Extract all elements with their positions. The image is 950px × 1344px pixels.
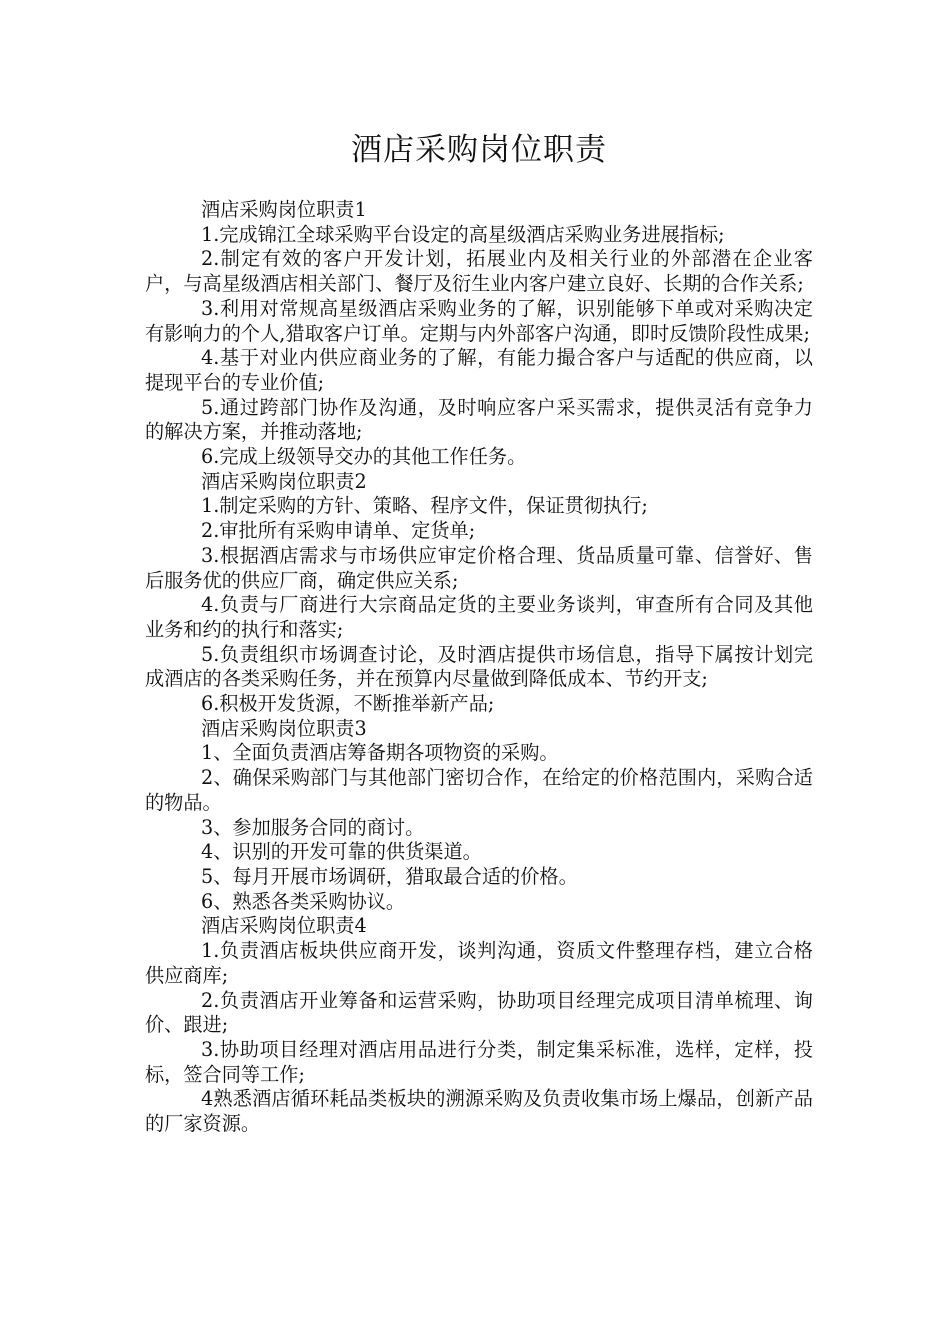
paragraph: 1、全面负责酒店筹备期各项物资的采购。 — [201, 741, 559, 765]
paragraph: 5.负责组织市场调查讨论，及时酒店提供市场信息，指导下属按计划完成酒店的各类采购任务，并在预算内尽量做到降低成本、节约开支; — [145, 642, 813, 691]
document-title: 酒店采购岗位职责 — [351, 132, 607, 168]
paragraph: 3.协助项目经理对酒店用品进行分类，制定集采标准，选样，定样，投标，签合同等工作; — [145, 1037, 813, 1086]
paragraph: 1.制定采购的方针、策略、程序文件，保证贯彻执行; — [201, 494, 648, 518]
paragraph: 6.积极开发货源，不断推举新产品; — [201, 692, 495, 716]
paragraph: 4.基于对业内供应商业务的了解，有能力撮合客户与适配的供应商，以提现平台的专业价值; — [145, 346, 813, 394]
section-heading-1: 酒店采购岗位职责1 — [201, 198, 367, 221]
paragraph: 3、参加服务合同的商讨。 — [201, 815, 425, 839]
paragraph: 3.根据酒店需求与市场供应审定价格合理、货品质量可靠、信誉好、售后服务优的供应厂商，确定供应关系; — [145, 543, 813, 592]
section-heading-3: 酒店采购岗位职责3 — [201, 716, 367, 740]
paragraph: 4.负责与厂商进行大宗商品定货的主要业务谈判，审查所有合同及其他业务和约的执行和落实; — [145, 593, 813, 641]
paragraph: 2.负责酒店开业筹备和运营采购，协助项目经理完成项目清单梳理、询价、跟进; — [145, 988, 813, 1037]
paragraph: 2.审批所有采购申请单、定货单; — [201, 519, 476, 543]
paragraph: 4熟悉酒店循环耗品类板块的溯源采购及负责收集市场上爆品，创新产品的厂家资源。 — [145, 1087, 813, 1136]
paragraph: 6、熟悉各类采购协议。 — [201, 889, 406, 913]
paragraph: 1.完成锦江全球采购平台设定的高星级酒店采购业务进展指标; — [201, 222, 725, 246]
section-heading-2: 酒店采购岗位职责2 — [201, 469, 367, 493]
paragraph: 4、识别的开发可靠的供货渠道。 — [201, 840, 482, 864]
paragraph: 5.通过跨部门协作及沟通，及时响应客户采买需求，提供灵活有竞争力的解决方案，并推动落地; — [145, 395, 813, 444]
document-body — [145, 198, 813, 1137]
paragraph: 5、每月开展市场调研，猎取最合适的价格。 — [201, 864, 578, 888]
section-heading-4: 酒店采购岗位职责4 — [201, 914, 367, 938]
paragraph: 3.利用对常规高星级酒店采购业务的了解，识别能够下单或对采购决定有影响力的个人,猎取客户订单。定期与内外部客户沟通，即时反馈阶段性成果; — [145, 296, 813, 345]
paragraph: 2、确保采购部门与其他部门密切合作，在给定的价格范围内，采购合适的物品。 — [145, 766, 813, 814]
paragraph: 1.负责酒店板块供应商开发，谈判沟通，资质文件整理存档，建立合格供应商库; — [145, 939, 813, 987]
paragraph: 2.制定有效的客户开发计划，拓展业内及相关行业的外部潜在企业客户，与高星级酒店相关部门、餐厅及衍生业内客户建立良好、长期的合作关系; — [145, 247, 813, 296]
paragraph: 6.完成上级领导交办的其他工作任务。 — [201, 445, 527, 469]
